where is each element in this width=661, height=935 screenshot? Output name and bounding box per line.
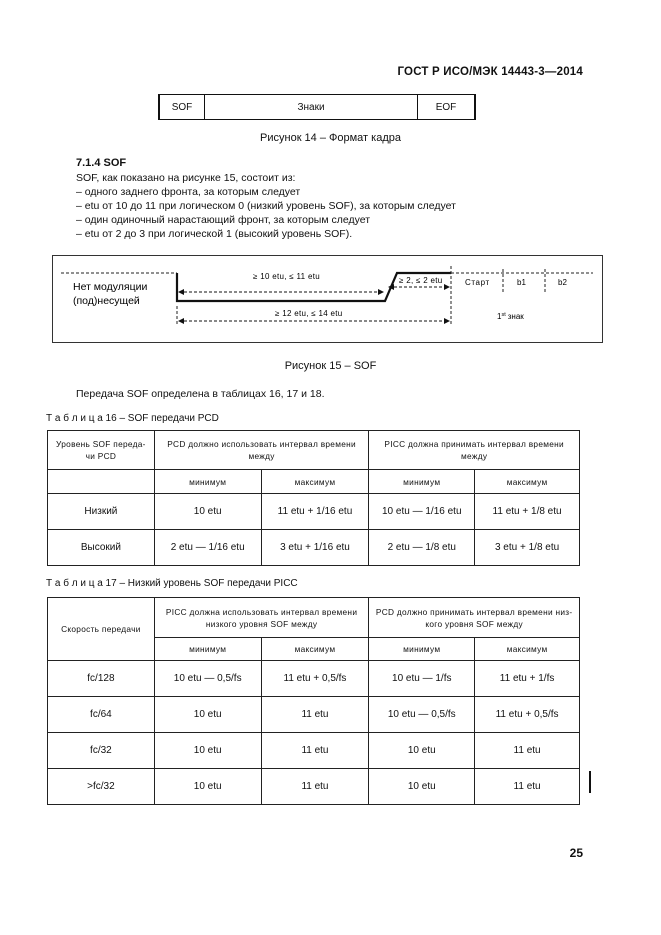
- page-number: 25: [569, 846, 583, 860]
- table-cell: 10 etu: [154, 733, 261, 769]
- table-cell: 11 etu + 0,5/fs: [261, 661, 369, 697]
- table-row: [48, 494, 580, 530]
- table-cell: >fc/32: [48, 769, 155, 805]
- list-item: – один одиночный нарастающий фронт, за которым следует: [76, 214, 371, 226]
- table-cell: 2 etu — 1/8 etu: [369, 530, 475, 566]
- table-cell: fc/128: [48, 661, 155, 697]
- table-row: [48, 769, 580, 805]
- table-cell: fc/32: [48, 733, 155, 769]
- change-margin-bar: [589, 771, 591, 793]
- table16: [47, 430, 580, 566]
- table16-subheader: минимум: [154, 470, 261, 494]
- table-cell: 11 etu + 1/fs: [475, 661, 580, 697]
- table-cell: 10 etu — 1/16 etu: [369, 494, 475, 530]
- first-char-label: 1st знак: [497, 312, 524, 321]
- table-cell: 2 etu — 1/16 etu: [154, 530, 261, 566]
- no-modulation-label-2: (под)несущей: [73, 295, 140, 307]
- table-cell: 10 etu — 0,5/fs: [154, 661, 261, 697]
- table16-group1-header: PCD должно использовать интервал времени между: [154, 431, 369, 470]
- table16-subheader: максимум: [475, 470, 580, 494]
- document-header: ГОСТ Р ИСО/МЭК 14443-3—2014: [397, 66, 583, 78]
- table17-subheader: максимум: [261, 638, 369, 661]
- frame-chars-cell: Знаки: [205, 95, 418, 119]
- table-cell: 11 etu: [261, 769, 369, 805]
- table-cell: 10 etu: [154, 494, 261, 530]
- table-cell: 11 etu + 1/16 etu: [261, 494, 369, 530]
- table-cell: 11 etu: [475, 769, 580, 805]
- low-interval-label: ≥ 10 etu, ≤ 11 etu: [253, 272, 320, 281]
- start-label: Старт: [465, 278, 490, 287]
- table16-col0-header: Уровень SOF переда- чи PCD: [48, 431, 155, 470]
- table-row: [48, 530, 580, 566]
- table17-subheader: максимум: [475, 638, 580, 661]
- table-cell: 10 etu: [369, 733, 475, 769]
- figure14-caption: Рисунок 14 – Формат кадра: [260, 132, 401, 144]
- table-cell: 10 etu — 1/fs: [369, 661, 475, 697]
- table-cell: 11 etu: [475, 733, 580, 769]
- table16-title: Т а б л и ц а 16 – SOF передачи PCD: [46, 413, 219, 424]
- table-row: [48, 733, 580, 769]
- list-item: – одного заднего фронта, за которым следует: [76, 186, 301, 198]
- table17-group1-header: PICC должна использовать интервал времени низкого уровня SOF между: [154, 598, 369, 638]
- table17-title: Т а б л и ц а 17 – Низкий уровень SOF передачи PICC: [46, 578, 298, 589]
- table17-subheader: минимум: [369, 638, 475, 661]
- table-cell: Высокий: [48, 530, 155, 566]
- figure15-caption: Рисунок 15 – SOF: [284, 360, 377, 372]
- table17: [47, 597, 580, 805]
- table-cell: 11 etu: [261, 697, 369, 733]
- table-cell: Низкий: [48, 494, 155, 530]
- table16-subheader: минимум: [369, 470, 475, 494]
- table-cell: 11 etu: [261, 733, 369, 769]
- table-row: [48, 661, 580, 697]
- table17-col0-header: Скорость передачи: [48, 598, 155, 661]
- table16-group2-header: PICC должна принимать интервал времени между: [369, 431, 580, 470]
- table-cell: 3 etu + 1/16 etu: [261, 530, 369, 566]
- table-cell: fc/64: [48, 697, 155, 733]
- total-interval-label: ≥ 12 etu, ≤ 14 etu: [275, 309, 343, 318]
- no-modulation-label: Нет модуляции: [73, 281, 148, 293]
- tables-reference-paragraph: Передача SOF определена в таблицах 16, 17 и 18.: [76, 388, 325, 400]
- table17-subheader: минимум: [154, 638, 261, 661]
- frame-format-figure: [158, 94, 476, 120]
- b2-label: b2: [558, 278, 567, 287]
- table-cell: 11 etu + 0,5/fs: [475, 697, 580, 733]
- table17-group2-header: PCD должно принимать интервал времени низ- кого уровня SOF между: [369, 598, 580, 638]
- high-interval-label: ≥ 2, ≤ 2 etu: [399, 276, 443, 285]
- frame-eof-cell: EOF: [435, 101, 457, 113]
- table16-empty-cell: [48, 470, 155, 494]
- section-intro: SOF, как показано на рисунке 15, состоит из:: [76, 172, 296, 184]
- table-cell: 10 etu: [154, 697, 261, 733]
- table16-subheader: максимум: [261, 470, 369, 494]
- frame-sof-cell: SOF: [160, 95, 205, 119]
- table-cell: 3 etu + 1/8 etu: [475, 530, 580, 566]
- table-cell: 10 etu: [154, 769, 261, 805]
- table-cell: 10 etu — 0,5/fs: [369, 697, 475, 733]
- list-item: – etu от 10 до 11 при логическом 0 (низкий уровень SOF), за которым следует: [76, 200, 456, 212]
- table-cell: 10 etu: [369, 769, 475, 805]
- table-row: [48, 697, 580, 733]
- list-item: – etu от 2 до 3 при логической 1 (высокий уровень SOF).: [76, 228, 353, 240]
- section-title: 7.1.4 SOF: [76, 157, 127, 169]
- sof-timing-diagram: [52, 255, 603, 343]
- b1-label: b1: [517, 278, 526, 287]
- table-cell: 11 etu + 1/8 etu: [475, 494, 580, 530]
